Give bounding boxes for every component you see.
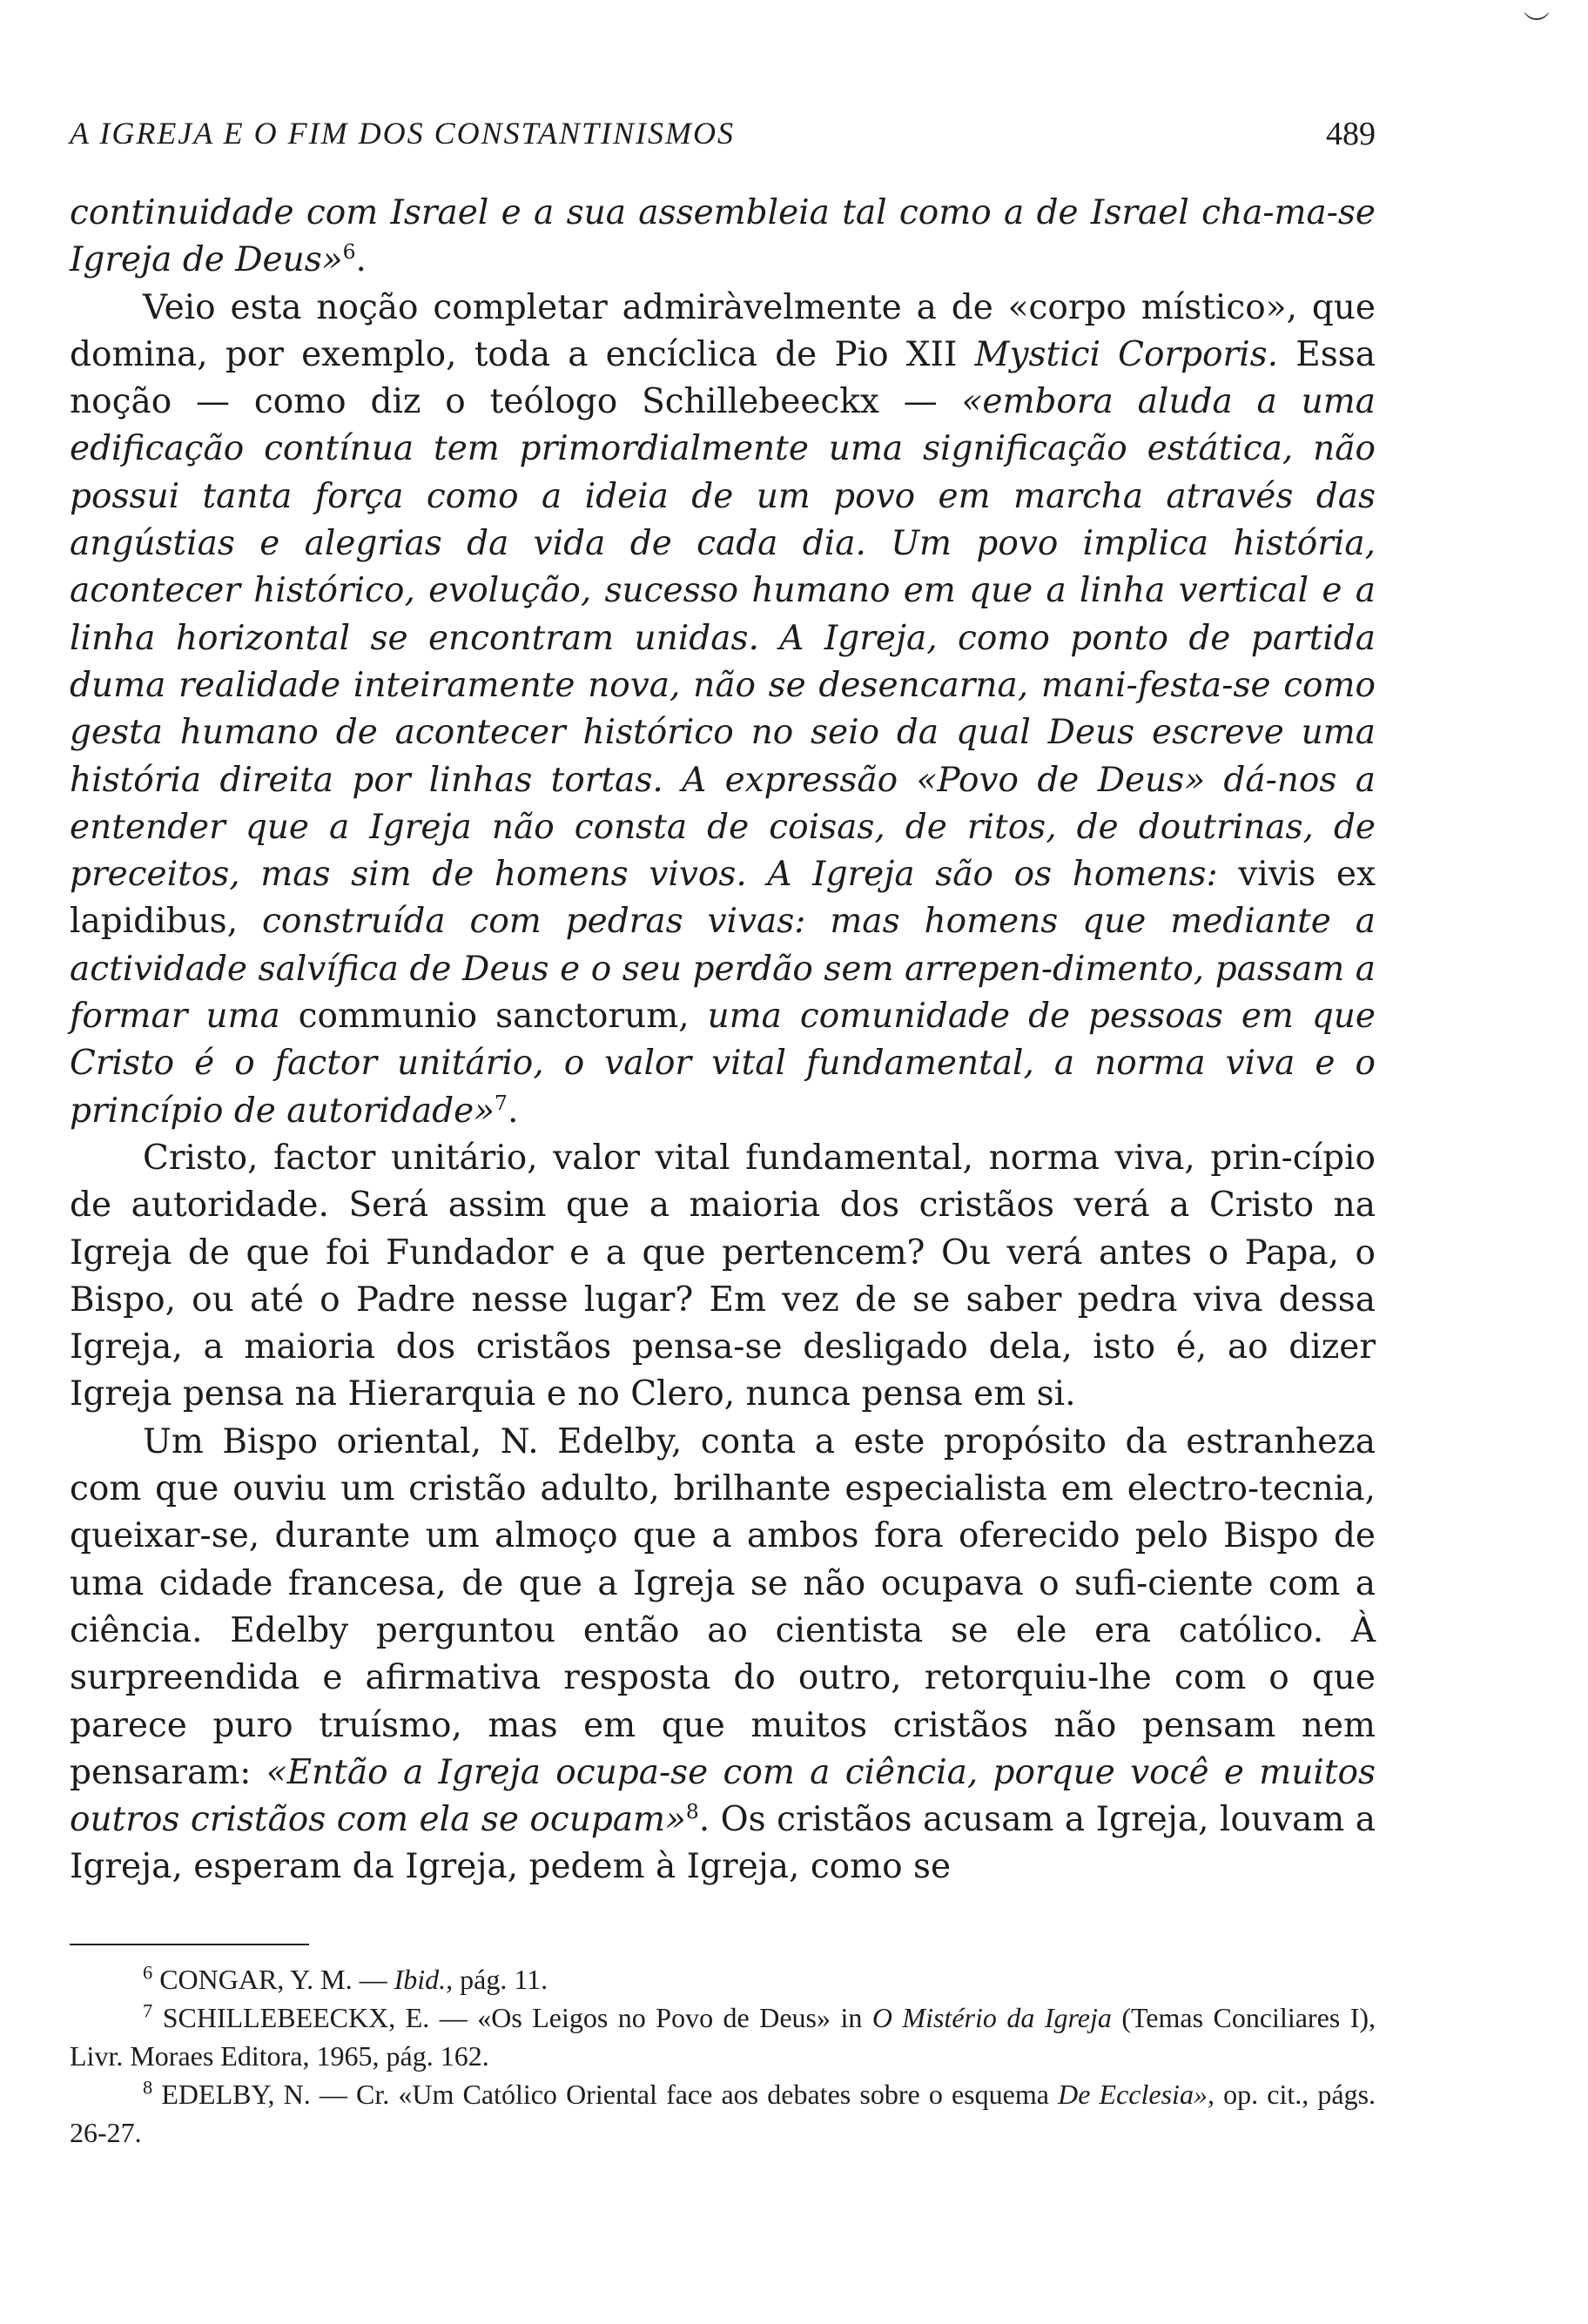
text-run: Um Bispo oriental, N. Edelby, conta a este propósito da estranheza com que ouviu um cristão adulto, brilhante especialista em electro-tecnia, queixar-se, durante um almoço que a ambos fora oferecido pelo Bispo de uma cidade francesa, de que a Igreja se não ocupava o sufi-ciente com a ciência. Edelby perguntou então ao cientista se ele era católico. À surpreendida e afirmativa resposta do outro, retorquiu-lhe com o que parece puro truísmo, mas em que muitos cristãos não pensam nem pensaram: (70, 1421, 1376, 1792)
paragraph-2 (70, 285, 1376, 1135)
footnote-text: CONGAR, Y. M. — (159, 1964, 394, 1995)
footnote-6 (70, 1960, 1376, 1998)
footnote-7 (70, 1998, 1376, 2075)
footnote-italic: Ibid., (394, 1964, 454, 1995)
text-run: . Os cristãos acusam a Igreja, louvam a Igreja, esperam da Igreja, pedem à Igreja, como se (70, 1800, 1376, 1887)
footnote-ref-8: 8 (685, 1799, 699, 1824)
footnote-text: op. cit., págs. 26-27. (70, 2079, 1376, 2148)
italic-quote: «embora aluda a uma edificação contínua tem primordialmente uma significação estática, não possui tanta força como a ideia de um povo em marcha através das angústias e alegrias da vida de cada dia. Um povo implica história, acontecer histórico, evolução, sucesso humano em que a linha vertical e a linha horizontal se encontram unidas. A Igreja, como ponto de partida duma realidade inteiramente nova, não se desencarna, mani-festa-se como gesta humano de acontecer histórico no seio da qual Deus escreve uma história direita por linhas tortas. A expressão «Povo de Deus» dá-nos a entender que a Igreja não consta de coisas, de ritos, de doutrinas, de preceitos, mas sim de homens vivos. A Igreja são os homens: (70, 382, 1376, 895)
footnotes (70, 1960, 1376, 2152)
quote-continuation: continuidade com Israel e a sua assembleia tal como a de Israel cha-ma-se Igreja de Deus» (70, 193, 1376, 280)
footnote-text: pág. 11. (453, 1964, 548, 1995)
text-run: Veio esta noção completar admiràvelmente a de «corpo místico», que domina, por exemplo, toda a encíclica de Pio XII (70, 287, 1376, 374)
paragraph-1 (70, 190, 1376, 285)
running-header (70, 115, 1376, 158)
punctuation: . (507, 1091, 519, 1131)
footnote-number: 7 (143, 1999, 153, 2022)
italic-quote: construída com pedras vivas: mas homens que mediante a actividade salvífica de Deus e o seu perdão sem arrepen-dimento, passam a formar uma (70, 902, 1376, 1037)
paragraph-3: Cristo, factor unitário, valor vital fundamental, norma viva, prin-cípio de autoridade. Será assim que a maioria dos cristãos verá a Cristo na Igreja de que foi Fundador e a que pertencem? Ou verá antes o Papa, o Bispo, ou até o Padre nesse lugar? Em vez de se saber pedra viva dessa Igreja, a maioria dos cristãos pensa-se desligado dela, isto é, ao dizer Igreja pensa na Hierarquia e no Clero, nunca pensa em si. (70, 1138, 1376, 1414)
footnote-text: EDELBY, N. — Cr. «Um Católico Oriental face aos debates sobre o esquema (161, 2079, 1059, 2110)
paragraph-4 (70, 1419, 1376, 1891)
latin-phrase: vivis ex lapidibus, (70, 855, 1376, 942)
text-run: Essa noção — como diz o teólogo Schillebeeckx — (70, 334, 1376, 422)
footnote-text: SCHILLEBEECKX, E. — «Os Leigos no Povo de Deus» in (162, 2002, 872, 2033)
italic-quote: «Então a Igreja ocupa-se com a ciência, porque você e muitos outros cristãos com ela se ocupam» (70, 1752, 1376, 1840)
footnote-8 (70, 2075, 1376, 2152)
running-title: A IGREJA E O FIM DOS CONSTANTINISMOS (70, 116, 735, 151)
page-number: 489 (1326, 116, 1376, 152)
footnote-italic: De Ecclesia», (1058, 2079, 1215, 2110)
footnote-text: (Temas Conciliares I), Livr. Moraes Editora, 1965, pág. 162. (70, 2002, 1376, 2072)
footnote-number: 6 (143, 1961, 153, 1984)
footnote-ref-7: 7 (495, 1090, 508, 1115)
punctuation: . (355, 240, 367, 280)
latin-phrase: communio sanctorum, (298, 997, 690, 1037)
italic-quote: uma comunidade de pessoas em que Cristo é o factor unitário, o valor vital fundamental, a norma viva e o princípio de autoridade» (70, 997, 1376, 1131)
footnote-ref-6: 6 (342, 239, 356, 265)
body-text (70, 190, 1376, 1891)
footnote-italic: O Mistério da Igreja (871, 2002, 1112, 2033)
corner-pen-mark: ︶ (1524, 10, 1550, 41)
italic-title: Mystici Corporis. (974, 334, 1279, 374)
footnote-number: 8 (143, 2076, 153, 2099)
footnote-divider (70, 1944, 309, 1945)
